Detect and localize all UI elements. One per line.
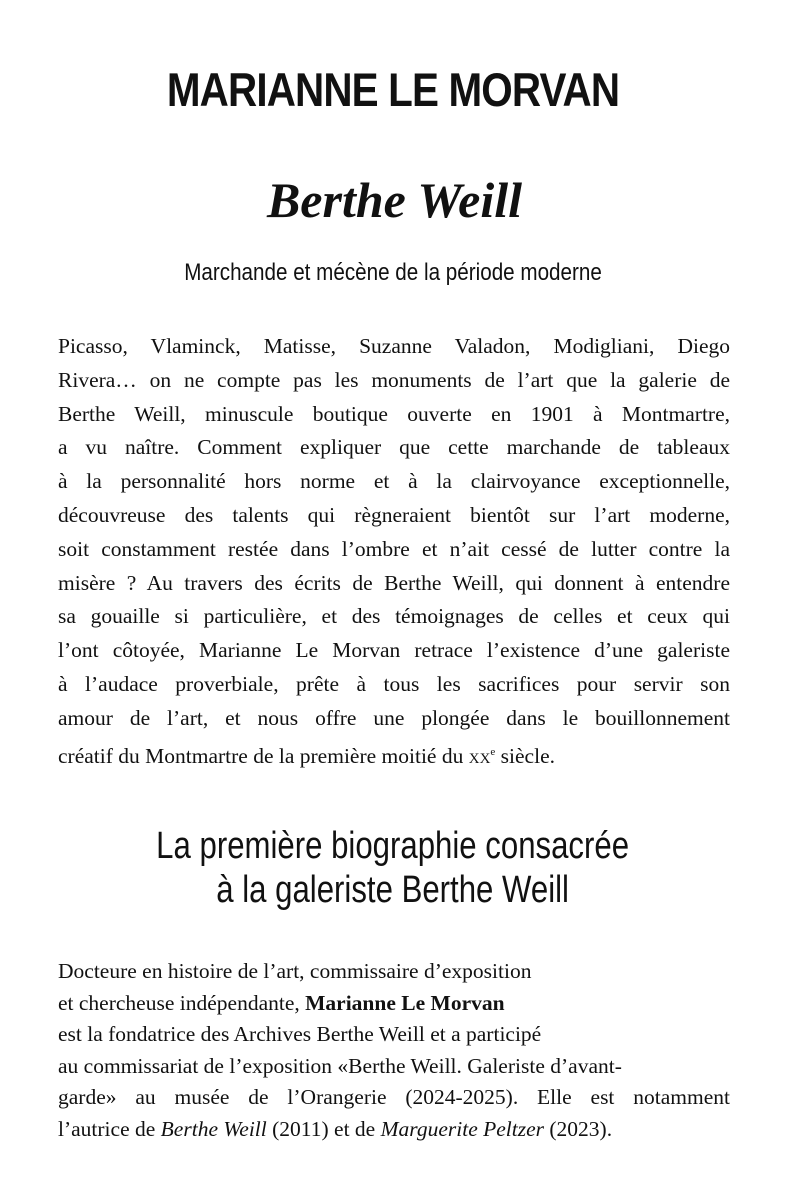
- book-blurb: [58, 330, 730, 774]
- book-title: Berthe Weill: [266, 172, 523, 228]
- blurb-line: a vu naître. Comment expliquer que cette marchande de tableaux: [58, 435, 730, 460]
- bio-line: Docteure en histoire de l’art, commissaire d’exposition: [58, 959, 532, 983]
- blurb-last-line: [58, 736, 730, 774]
- book-subtitle: Marchande et mécène de la période moderne: [184, 259, 602, 286]
- tagline-line-1: La première biographie consacrée: [156, 825, 630, 867]
- bio-line: [58, 1114, 738, 1146]
- blurb-line: sa gouaille si particulière, et des témoignages de celles et ceux qui: [58, 604, 730, 629]
- century-numeral: xx: [468, 743, 491, 768]
- blurb-line: l’ont côtoyée, Marianne Le Morvan retrace l’existence d’une galeriste: [58, 638, 730, 663]
- blurb-last-line-start: créatif du Montmartre de la première moitié du: [58, 743, 469, 768]
- author-bio: [58, 956, 738, 1145]
- tagline-line-2: à la galeriste Berthe Weill: [216, 869, 569, 911]
- blurb-line: à l’audace proverbiale, prête à tous les sacrifices pour servir son: [58, 671, 730, 696]
- bio-line: garde» au musée de l’Orangerie (2024-2025). Elle est notamment: [58, 1085, 730, 1109]
- blurb-line: Berthe Weill, minuscule boutique ouverte en 1901 à Montmartre,: [58, 401, 730, 426]
- book-tagline: [69, 824, 716, 912]
- century-suffix: e: [490, 745, 496, 758]
- blurb-line: découvreuse des talents qui règneraient bientôt sur l’art moderne,: [58, 502, 730, 527]
- blurb-line: Rivera… on ne compte pas les monuments de l’art que la galerie de: [58, 367, 730, 392]
- blurb-line: soit constamment restée dans l’ombre et n’ait cessé de lutter contre la: [58, 536, 730, 561]
- bio-line: est la fondatrice des Archives Berthe Weill et a participé: [58, 1022, 542, 1046]
- blurb-line: amour de l’art, et nous offre une plongée dans le bouillonnement: [58, 705, 730, 730]
- bio-line-2-start: et chercheuse indépendante,: [58, 990, 306, 1015]
- bio-author-name: Marianne Le Morvan: [305, 990, 505, 1015]
- bio-line-6-middle: (2011) et de: [266, 1116, 381, 1141]
- blurb-line: misère ? Au travers des écrits de Berthe Weill, qui donnent à entendre: [58, 570, 730, 595]
- author-name: MARIANNE LE MORVAN: [166, 63, 620, 116]
- bio-line-6-end: (2023).: [544, 1116, 613, 1141]
- bio-line: [58, 988, 738, 1020]
- bio-book-title-2: Marguerite Peltzer: [380, 1116, 545, 1141]
- bio-line: au commissariat de l’exposition «Berthe Weill. Galeriste d’avant-: [58, 1053, 622, 1078]
- bio-book-title-1: Berthe Weill: [160, 1116, 267, 1141]
- blurb-line: Picasso, Vlaminck, Matisse, Suzanne Valadon, Modigliani, Diego: [58, 334, 730, 358]
- blurb-line: à la personnalité hors norme et à la clairvoyance exceptionnelle,: [58, 469, 730, 494]
- bio-line-6-start: l’autrice de: [58, 1116, 161, 1141]
- blurb-last-line-end: siècle.: [495, 743, 555, 768]
